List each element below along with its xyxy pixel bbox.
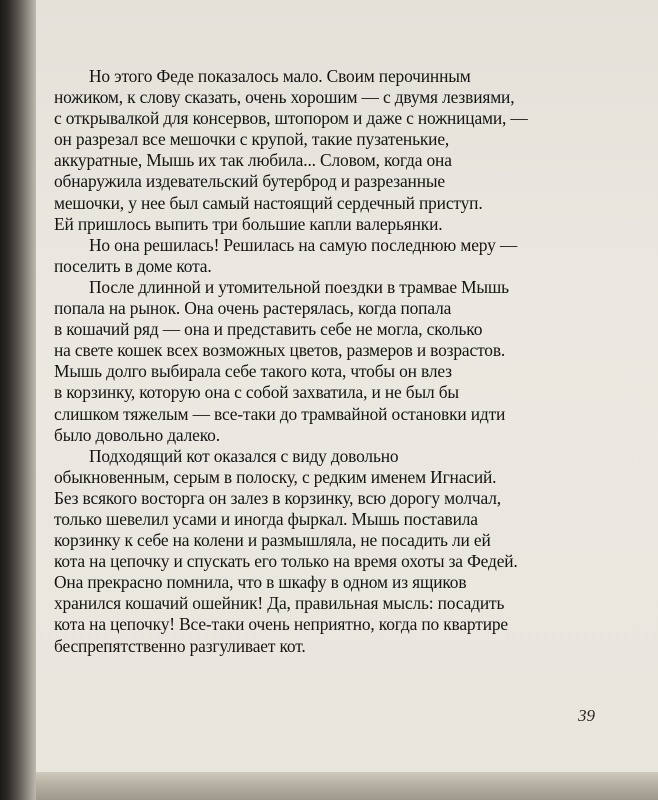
text-line: попала на рынок. Она очень растерялась, когда попала (54, 298, 452, 319)
text-line: кота на цепочку и спускать его только на время охоты за Федей. (54, 551, 518, 572)
text-line: он разрезал все мешочки с крупой, такие пузатенькие, (54, 129, 450, 150)
text-line: Но она решилась! Решилась на самую последнюю меру — (89, 234, 518, 255)
text-line: корзинку к себе на колени и размышляла, не посадить ли ей (54, 530, 491, 551)
text-line: аккуратные, Мышь их так любила... Словом, когда она (54, 150, 452, 171)
text-line: После длинной и утомительной поездки в трамвае Мышь (89, 276, 509, 297)
text-line: на свете кошек всех возможных цветов, размеров и возрастов. (54, 340, 506, 361)
text-line: кота на цепочку! Все-таки очень неприятно, когда по квартире (54, 614, 508, 635)
text-line: беспрепятственно разгуливает кот. (54, 635, 306, 656)
text-line: ножиком, к слову сказать, очень хорошим — с двумя лезвиями, (54, 87, 515, 108)
text-line: Мышь долго выбирала себе такого кота, чтобы он влез (54, 361, 452, 382)
page-bottom-edge (36, 772, 658, 800)
text-line: хранился кошачий ошейник! Да, правильная мысль: посадить (54, 593, 505, 614)
text-line: с открывалкой для консервов, штопором и даже с ножницами, — (54, 108, 528, 129)
text-line: Но этого Феде показалось мало. Своим перочинным (89, 66, 471, 86)
text-line: в кошачий ряд — она и представить себе не могла, сколько (54, 319, 483, 340)
text-line: обнаружила издевательский бутерброд и разрезанные (54, 171, 445, 192)
text-line: в корзинку, которую она с собой захватила, и не был бы (54, 382, 459, 403)
text-line: поселить в доме кота. (54, 255, 212, 276)
text-line: мешочки, у нее был самый настоящий сердечный приступ. (54, 192, 483, 213)
text-line: Ей пришлось выпить три большие капли валерьянки. (54, 213, 443, 234)
page-number: 39 (578, 706, 595, 725)
body-text (54, 66, 614, 657)
text-line: было довольно далеко. (54, 424, 220, 445)
text-line: Она прекрасно помнила, что в шкафу в одном из ящиков (54, 572, 467, 593)
text-line: Подходящий кот оказался с виду довольно (89, 445, 399, 466)
text-line: Без всякого восторга он залез в корзинку, всю дорогу молчал, (54, 487, 501, 508)
text-line: только шевелил усами и иногда фыркал. Мышь поставила (54, 508, 478, 529)
book-spine-shadow (0, 0, 40, 800)
text-line: обыкновенным, серым в полоску, с редким именем Игнасий. (54, 466, 497, 487)
text-line: слишком тяжелым — все-таки до трамвайной остановки идти (54, 403, 506, 424)
